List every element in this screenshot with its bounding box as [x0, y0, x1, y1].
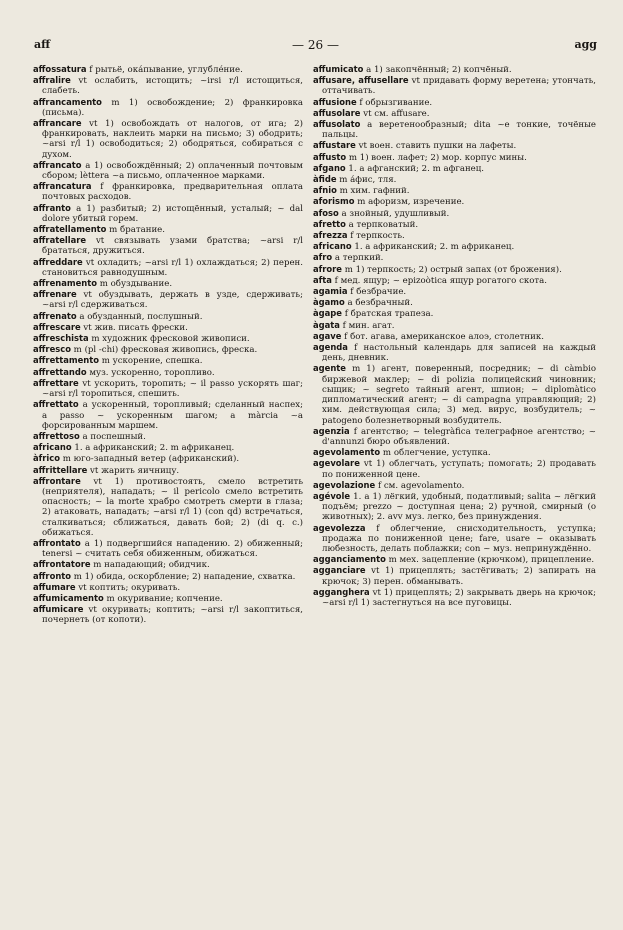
headword: affrancare	[33, 118, 82, 129]
definition: 1. a 1) лёгкий, удобный, податливый; salita ~ лёгкий подъём; prezzo ~ доступная цена; 2) ручной, смирный (о животных); 2. avv муз. легко, без принуждения.	[322, 491, 596, 523]
definition: a 1) разбитый; 2) истощённый, усталый; ~ dal dolore убитый горем.	[42, 203, 303, 224]
headword: affreschista	[33, 333, 89, 344]
headword: affrenamento	[33, 278, 97, 289]
dictionary-entry	[313, 64, 596, 75]
headword: affratellamento	[33, 224, 107, 235]
dictionary-entry	[313, 523, 596, 555]
headword: affumicare	[33, 604, 84, 615]
definition: vt связывать узами братства; ~arsi r/l брататься, дружиться.	[42, 236, 303, 257]
definition: m хим. гафний.	[336, 186, 410, 197]
definition: f мед. ящур; ~ epizoòtica ящур рогатого скота.	[331, 275, 548, 286]
definition: vt коптить; окуривать.	[75, 582, 181, 593]
definition: m ускорение, спешка.	[99, 356, 203, 367]
headword: agevolare	[313, 458, 360, 469]
dictionary-entry	[33, 582, 303, 593]
definition: f франкировка, предварительная оплата почтовых расходов.	[42, 182, 303, 203]
dictionary-entry	[33, 322, 303, 333]
definition: m 1) терпкость; 2) острый запах (от брожения).	[342, 264, 562, 275]
headword: agenda	[313, 342, 348, 353]
headword: affrettato	[33, 399, 79, 410]
definition: a знойный, удушливый.	[338, 208, 450, 219]
dictionary-entry	[313, 426, 596, 447]
headword: affusare, affusellare	[313, 75, 409, 86]
dictionary-entry	[313, 587, 596, 608]
headword: agave	[313, 330, 342, 341]
dictionary-entry	[33, 571, 303, 582]
headword: afretto	[313, 218, 346, 229]
definition: vt жарить яичницу.	[87, 465, 180, 476]
headword: agenzia	[313, 425, 350, 436]
headword: affrenare	[33, 289, 77, 300]
headword: affrontato	[33, 537, 81, 548]
dictionary-entry	[313, 174, 596, 185]
dictionary-entry	[313, 286, 596, 297]
headword: àfrico	[33, 453, 61, 464]
headword: affusione	[313, 96, 357, 107]
definition: f мин. агат.	[339, 320, 395, 331]
headword: affrancamento	[33, 96, 102, 107]
dictionary-entry	[33, 465, 303, 476]
dictionary-entry	[313, 185, 596, 196]
definition: vt ослабить, истощить; ~irsi r/l истощиться, слабеть.	[42, 76, 303, 97]
definition: vt обуздывать, держать в узде, сдерживать; ~arsi r/l сдерживаться.	[42, 290, 303, 311]
definition: 1. a африканский; 2. m африканец.	[351, 242, 515, 253]
dictionary-entry	[313, 219, 596, 230]
dictionary-entry	[313, 275, 596, 286]
headword: affustare	[313, 140, 356, 151]
definition: f обрызгивание.	[356, 97, 433, 108]
headword: affumicato	[313, 64, 364, 74]
dictionary-entry	[313, 331, 596, 342]
headword: affrenato	[33, 310, 77, 321]
headword: affrontatore	[33, 559, 91, 570]
dictionary-entry	[33, 453, 303, 464]
dictionary-entry	[313, 297, 596, 308]
dictionary-entry	[33, 355, 303, 366]
headword: affusto	[313, 151, 347, 162]
definition: m окуривание; копчение.	[103, 593, 223, 604]
headword: affrettando	[33, 366, 87, 377]
headword: affumare	[33, 581, 76, 592]
headword: agevolamento	[313, 447, 381, 458]
dictionary-entry	[33, 75, 303, 96]
headword: affrescare	[33, 321, 81, 332]
headword: affrittellare	[33, 464, 88, 475]
headword: afnio	[313, 185, 337, 196]
definition: m 1) обида, оскорбление; 2) нападение, схватка.	[71, 571, 296, 582]
dictionary-entry	[33, 604, 303, 625]
definition: vt охладить; ~arsi r/l 1) охлаждаться; 2) перен. становиться равнодушным.	[42, 257, 303, 278]
definition: m художник фресковой живописи.	[88, 334, 250, 345]
definition: m нападающий; обидчик.	[90, 560, 210, 571]
headword: affrancato	[33, 159, 82, 170]
headword: agamia	[313, 286, 348, 297]
definition: 1. a афганский; 2. m афганец.	[345, 163, 485, 174]
dictionary-entry	[313, 140, 596, 151]
headword: africano	[313, 241, 352, 252]
headword: agevolezza	[313, 522, 366, 533]
dictionary-entry	[33, 399, 303, 431]
definition: a 1) закопчённый; 2) копчёный.	[363, 65, 512, 75]
dictionary-entry	[313, 108, 596, 119]
dictionary-entry	[33, 538, 303, 559]
headword: agente	[313, 363, 346, 374]
dictionary-entry	[33, 367, 303, 378]
left-guide-word: aff	[34, 38, 51, 51]
definition: vt 1) прицеплять; застёгивать; 2) запирать на крючок; 3) перен. обманывать.	[322, 566, 596, 587]
headword: agganghera	[313, 586, 370, 597]
headword: affronto	[33, 570, 72, 581]
headword: affrontare	[33, 475, 81, 486]
dictionary-entry	[313, 230, 596, 241]
headword: àgata	[313, 319, 340, 330]
dictionary-entry	[313, 75, 596, 96]
definition: m 1) освобождение; 2) франкировка (письма).	[42, 97, 303, 118]
dictionary-entry	[33, 278, 303, 289]
dictionary-entry	[313, 252, 596, 263]
dictionary-entry	[33, 311, 303, 322]
definition: f настольный календарь для записей на каждый день, дневник.	[322, 343, 596, 364]
definition: f братская трапеза.	[341, 309, 434, 320]
dictionary-entry	[313, 119, 596, 140]
definition: vt см. affusare.	[360, 108, 430, 119]
definition: a терпкий.	[332, 253, 384, 264]
dictionary-entry	[33, 224, 303, 235]
dictionary-entry	[33, 442, 303, 453]
headword: afro	[313, 252, 333, 263]
dictionary-entry	[313, 554, 596, 565]
headword: àfide	[313, 174, 337, 185]
headword: agganciare	[313, 565, 366, 576]
headword: affossatura	[33, 64, 87, 74]
definition: m братание.	[106, 225, 165, 236]
definition: 1. a африканский; 2. m африканец.	[71, 443, 235, 454]
dictionary-entry	[33, 64, 303, 75]
definition: m афоризм, изречение.	[354, 197, 465, 208]
dictionary-entry	[313, 97, 596, 108]
headword: affrettamento	[33, 355, 100, 366]
definition: m мех. зацепление (крючком), прицепление.	[385, 555, 595, 566]
definition: vt придавать форму веретена; утончать, оттачивать.	[322, 76, 597, 97]
dictionary-entry	[33, 181, 303, 202]
dictionary-entry	[33, 289, 303, 310]
definition: f рытьё, окáпывание, углублéние.	[86, 65, 243, 75]
definition: f облегчение, снисходительность, уступка; продажа по пониженной цене; fare, usare ~ оказывать любезность, делать поблажки; con ~ муз. непринуждённо.	[322, 523, 596, 554]
definition: муз. ускоренно, торопливо.	[86, 367, 215, 378]
headword: agévole	[313, 490, 351, 501]
headword: affusolare	[313, 107, 361, 118]
dictionary-entry	[313, 491, 596, 523]
dictionary-entry	[33, 235, 303, 256]
headword: affrancatura	[33, 181, 92, 192]
definition: a безбрачный.	[344, 298, 413, 309]
definition: f агентство; ~ telegràfica телеграфное агентство; ~ d'annunzi бюро объявлений.	[322, 426, 596, 447]
headword: afgano	[313, 162, 346, 173]
dictionary-entry	[33, 118, 303, 160]
definition: m áфис, тля.	[336, 175, 397, 186]
dictionary-entry	[33, 333, 303, 344]
definition: m облегчение, уступка.	[380, 448, 491, 459]
dictionary-entry	[33, 203, 303, 224]
page-header	[34, 38, 597, 54]
headword: afrore	[313, 263, 342, 274]
dictionary-entry	[33, 257, 303, 278]
right-guide-word: agg	[574, 38, 597, 51]
page-number: — 26 —	[292, 38, 339, 52]
headword: agevolazione	[313, 479, 376, 490]
definition: a поспешный.	[79, 431, 146, 442]
headword: affranto	[33, 202, 71, 213]
headword: affresco	[33, 344, 71, 355]
headword: affrettare	[33, 377, 79, 388]
definition: a веретенообразный; dita ~e тонкие, точёные пальцы.	[322, 120, 596, 141]
definition: vt 1) облегчать, уступать; помогать; 2) продавать по пониженной цене.	[322, 459, 596, 480]
definition: vt 1) противостоять, смело встретить (неприятеля), нападать; ~ il pericolo смело встретить опасность; ~ la morte храбро смотреть смерти в глаза; 2) атаковать, нападать; ~arsi r/l 1) (con qd) встречаться, сталкиваться; сближаться, давать бой; 2) (di q. c.) обижаться.	[42, 476, 303, 538]
dictionary-entry	[313, 152, 596, 163]
headword: afoso	[313, 207, 339, 218]
definition: a ускоренный, торопливый; сделанный наспех; a passo ~ ускоренным шагом; a màrcia ~a форсированным маршем.	[42, 400, 303, 431]
dictionary-entry	[313, 196, 596, 207]
definition: vt воен. ставить пушки на лафеты.	[355, 141, 517, 152]
headword: africano	[33, 442, 72, 453]
headword: affrettoso	[33, 430, 80, 441]
definition: vt 1) прицеплять; 2) закрывать дверь на крючок; ~arsi r/l 1) застегнуться на все пуговицы.	[322, 587, 596, 608]
dictionary-entry	[313, 308, 596, 319]
dictionary-entry	[313, 320, 596, 331]
left-column	[33, 64, 303, 626]
definition: m (pl -chi) фресковая живопись, фреска.	[70, 345, 258, 356]
dictionary-entry	[313, 264, 596, 275]
dictionary-entry	[313, 163, 596, 174]
definition: f см. agevolamento.	[375, 480, 465, 491]
definition: f терпкость.	[347, 231, 405, 242]
headword: affralire	[33, 75, 71, 86]
definition: a 1) освобождённый; 2) оплаченный почтовым сбором; lèttera ~a письмо, оплаченное марками.	[42, 160, 303, 182]
definition: a 1) подвергшийся нападению. 2) обиженный; tenersi ~ считать себя обиженным, обижаться.	[42, 538, 303, 560]
dictionary-entry	[33, 593, 303, 604]
dictionary-entry	[33, 97, 303, 118]
definition: m 1) агент, поверенный, посредник; ~ di càmbio биржевой маклер; ~ di polizia полицейский чиновник; сыщик; ~ segreto тайный агент, шпион; ~ diplomàtico дипломатический агент; ~ di campagna управляющий; 2) хим. действующая сила; 3) мед. вирус, возбудитель; ~ patogeno болезнетворный возбудитель.	[322, 364, 596, 426]
dictionary-entry	[33, 431, 303, 442]
definition: vt жив. писать фрески.	[80, 322, 188, 333]
dictionary-entry	[313, 458, 596, 479]
dictionary-entry	[33, 559, 303, 570]
dictionary-entry	[313, 363, 596, 425]
definition: f бот. агава, американское алоэ, столетник.	[341, 331, 544, 342]
right-column	[313, 64, 596, 608]
definition: a терпковатый.	[345, 219, 419, 230]
dictionary-entry	[313, 208, 596, 219]
dictionary-entry	[313, 447, 596, 458]
dictionary-entry	[33, 160, 303, 181]
definition: vt 1) освобождать от налогов, от ига; 2) франкировать, наклеить марки на письмо; 3) ободрить; ~arsi r/l 1) освободиться; 2) ободряться, собираться с духом.	[42, 119, 303, 160]
dictionary-entry	[313, 480, 596, 491]
dictionary-entry	[33, 476, 303, 538]
dictionary-entry	[33, 344, 303, 355]
headword: affratellare	[33, 235, 87, 246]
definition: m юго-западный ветер (африканский).	[60, 454, 240, 465]
headword: àgamo	[313, 297, 345, 308]
definition: vt окуривать; коптить; ~arsi r/l закоптиться, почернеть (от копоти).	[42, 605, 303, 626]
headword: affusolato	[313, 119, 361, 130]
definition: vt ускорить, торопить; ~ il passo ускорять шаг; ~arsi r/l торопиться, спешить.	[42, 378, 303, 400]
definition: a обузданный, послушный.	[76, 311, 203, 322]
definition: m обуздывание.	[97, 279, 173, 290]
headword: affreddare	[33, 256, 83, 267]
headword: àgape	[313, 308, 342, 319]
definition: m 1) воен. лафет; 2) мор. корпус мины.	[346, 152, 527, 163]
headword: afta	[313, 274, 332, 285]
dictionary-entry	[33, 378, 303, 399]
dictionary-entry	[313, 565, 596, 586]
dictionary-entry	[313, 241, 596, 252]
headword: affumicamento	[33, 592, 104, 603]
headword: afrezza	[313, 230, 348, 241]
dictionary-entry	[313, 342, 596, 363]
definition: f безбрачие.	[347, 287, 407, 298]
headword: agganciamento	[313, 554, 386, 565]
headword: aforismo	[313, 196, 355, 207]
